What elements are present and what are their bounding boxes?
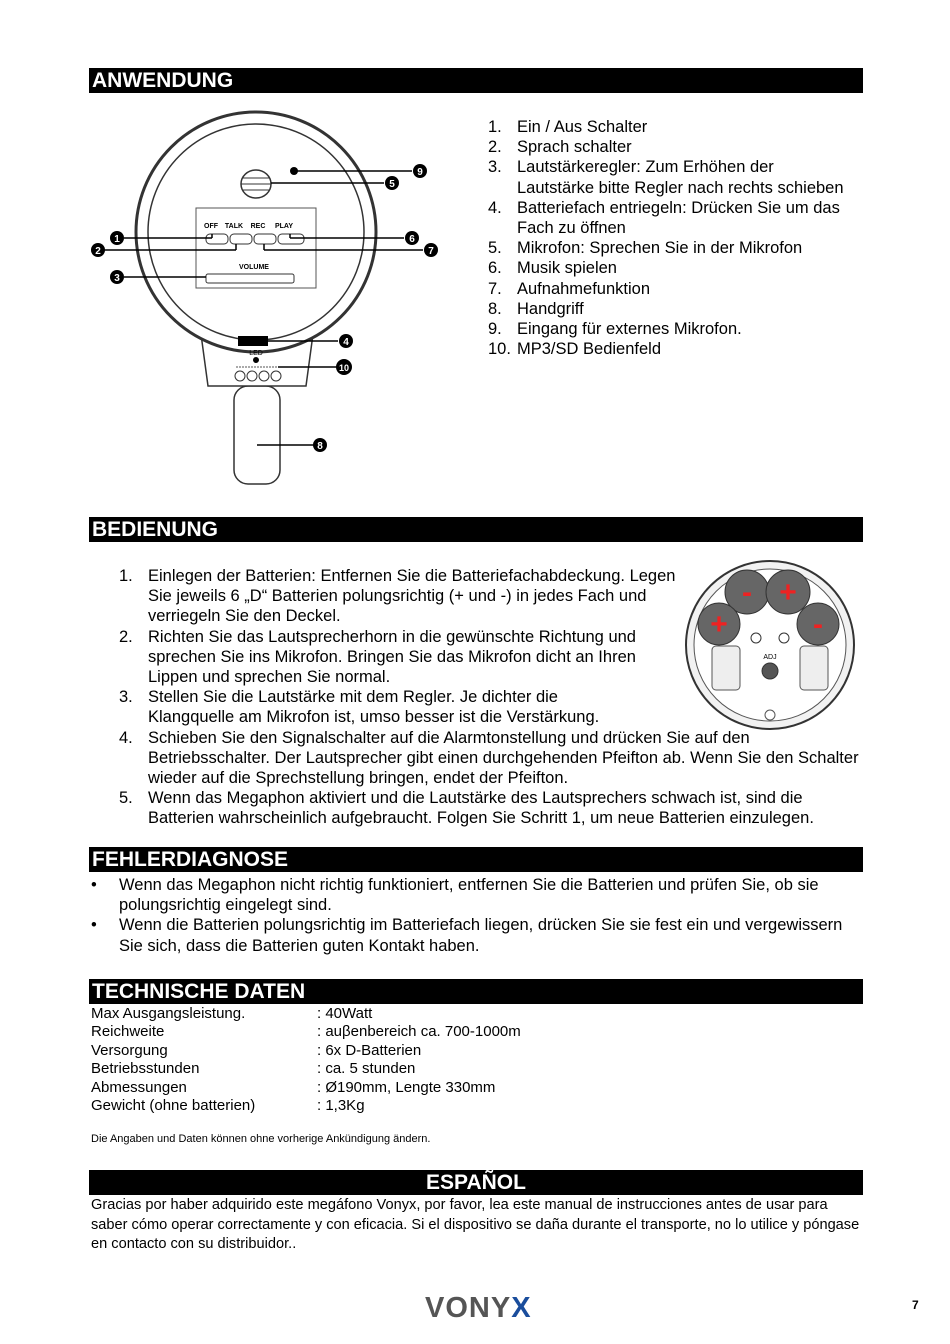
volume-label: VOLUME: [239, 264, 269, 271]
spec-row: Max Ausgangsleistung. : 40Watt: [91, 1005, 373, 1022]
svg-text:2: 2: [95, 246, 101, 257]
callout-2: [91, 243, 105, 257]
section-header-technische-daten: TECHNISCHE DATEN: [89, 979, 863, 1004]
led-label: LED: [249, 350, 263, 357]
button-label-play: PLAY: [274, 223, 294, 230]
bedienung-list: [119, 566, 864, 829]
list-item: 3. Lautstärkeregler: Zum Erhöhen der Lautstärke bitte Regler nach rechts schieben: [488, 158, 844, 197]
page-number: 7: [912, 1298, 919, 1312]
list-item: 5. Wenn das Megaphon aktiviert und die Lautstärke des Lautsprechers schwach ist, sind die Batterien wahrscheinlich aufgebraucht. Folgen Sie Schritt 1, um neue Batterien einzulegen.: [119, 789, 814, 828]
adj-label: ADJ: [763, 654, 777, 661]
svg-text:5: 5: [389, 179, 395, 190]
list-item: 9. Eingang für externes Mikrofon.: [488, 320, 742, 339]
callout-9: [413, 164, 427, 178]
svg-text:8: 8: [317, 441, 323, 452]
list-item: 3. Stellen Sie die Lautstärke mit dem Regler. Je dichter die Klangquelle am Mikrofon ist, umso besser ist die Verstärkung.: [119, 688, 600, 727]
anwendung-list: [488, 117, 848, 359]
list-item: 7. Aufnahmefunktion: [488, 279, 651, 298]
battery-sign: +: [779, 576, 797, 609]
spec-row: Versorgung : 6x D-Batterien: [91, 1041, 422, 1059]
spec-row: Betriebsstunden : ca. 5 stunden: [91, 1060, 416, 1078]
list-item: 1. Einlegen der Batterien: Entfernen Sie die Batteriefachabdeckung. Legen Sie jeweils 6 „D“ Batterien polungsrichtig (+ und -) in jedes Fach und verriegeln Sie den Deckel.: [119, 567, 676, 626]
list-item: 4. Batteriefach entriegeln: Drücken Sie um das Fach zu öffnen: [488, 198, 840, 238]
battery-sign: -: [742, 576, 752, 609]
svg-text:7: 7: [428, 246, 434, 257]
svg-text:9: 9: [417, 167, 423, 178]
section-header-fehlerdiagnose: FEHLERDIAGNOSE: [89, 847, 863, 872]
button-label-talk: TALK: [224, 223, 244, 230]
list-item: 4. Schieben Sie den Signalschalter auf die Alarmtonstellung und drücken Sie auf den Betriebsschalter. Der Lautsprecher gibt einen durchgehenden Pfeifton ab. Wenn Sie den Schalter wieder auf die Sprechstellung bringen, endet der Pfeifton.: [119, 728, 859, 788]
callout-4: [339, 334, 353, 348]
list-item: 10. MP3/SD Bedienfeld: [488, 340, 661, 359]
list-item: 8. Handgriff: [488, 299, 584, 318]
callout-8: [313, 438, 327, 452]
espanol-paragraph: Gracias por haber adquirido este megáfono Vonyx, por favor, lea este manual de instrucciones antes de usar para saber cómo operar correctamente y con eficacia. Si el dispositivo se daña durante el transporte, no lo utilice y póngase en contacto con su distribuidor..: [91, 1197, 860, 1252]
spec-row: Reichweite : auβenbereich ca. 700-1000m: [91, 1023, 521, 1041]
callout-5: [385, 176, 399, 190]
section-header-espanol: ESPAÑOL: [89, 1170, 863, 1195]
list-item: 2. Sprach schalter: [488, 138, 632, 157]
spec-row: Gewicht (ohne batterien) : 1,3Kg: [91, 1097, 365, 1115]
disclaimer-note: Die Angaben und Daten können ohne vorherige Ankündigung ändern.: [91, 1133, 431, 1145]
vonyx-logo: VONYX: [425, 1292, 532, 1324]
section-header-bedienung: BEDIENUNG: [89, 517, 863, 542]
button-label-rec: REC: [250, 223, 266, 230]
list-item: 6. Musik spielen: [488, 259, 617, 278]
callout-7: [424, 243, 438, 257]
fehler-list: [91, 875, 851, 956]
svg-text:10: 10: [338, 363, 350, 373]
section-header-anwendung: ANWENDUNG: [89, 68, 863, 93]
callout-3: [110, 270, 124, 284]
svg-text:6: 6: [409, 234, 415, 245]
list-item: 5. Mikrofon: Sprechen Sie in der Mikrofon: [488, 239, 803, 258]
list-item: 1. Ein / Aus Schalter: [488, 118, 648, 136]
svg-text:3: 3: [114, 273, 120, 284]
callout-10: [336, 359, 352, 375]
spec-row: Abmessungen : Ø190mm, Lengte 330mm: [91, 1078, 496, 1096]
list-item: 2. Richten Sie das Lautsprecherhorn in die gewünschte Richtung und sprechen Sie ins Mikrofon. Bringen Sie das Mikrofon dicht an Ihren Lippen und sprechen Sie normal.: [119, 627, 636, 687]
list-item: • Wenn die Batterien polungsrichtig im Batteriefach liegen, drücken Sie sie fest ein und vergewissern Sie sich, dass die Batterien guten Kontakt haben.: [91, 916, 843, 955]
list-item: • Wenn das Megaphon nicht richtig funktioniert, entfernen Sie die Batterien und prüfen Sie, ob sie polungsrichtig eingelegt sind.: [91, 876, 819, 915]
callout-1: [110, 231, 124, 245]
svg-text:1: 1: [114, 234, 120, 245]
specs-table: [91, 1005, 521, 1115]
button-label-off: OFF: [204, 223, 218, 230]
megaphone-diagram: [88, 104, 434, 486]
battery-sign: -: [813, 608, 823, 641]
battery-sign: +: [710, 608, 728, 641]
callout-6: [405, 231, 419, 245]
svg-text:4: 4: [343, 337, 349, 348]
